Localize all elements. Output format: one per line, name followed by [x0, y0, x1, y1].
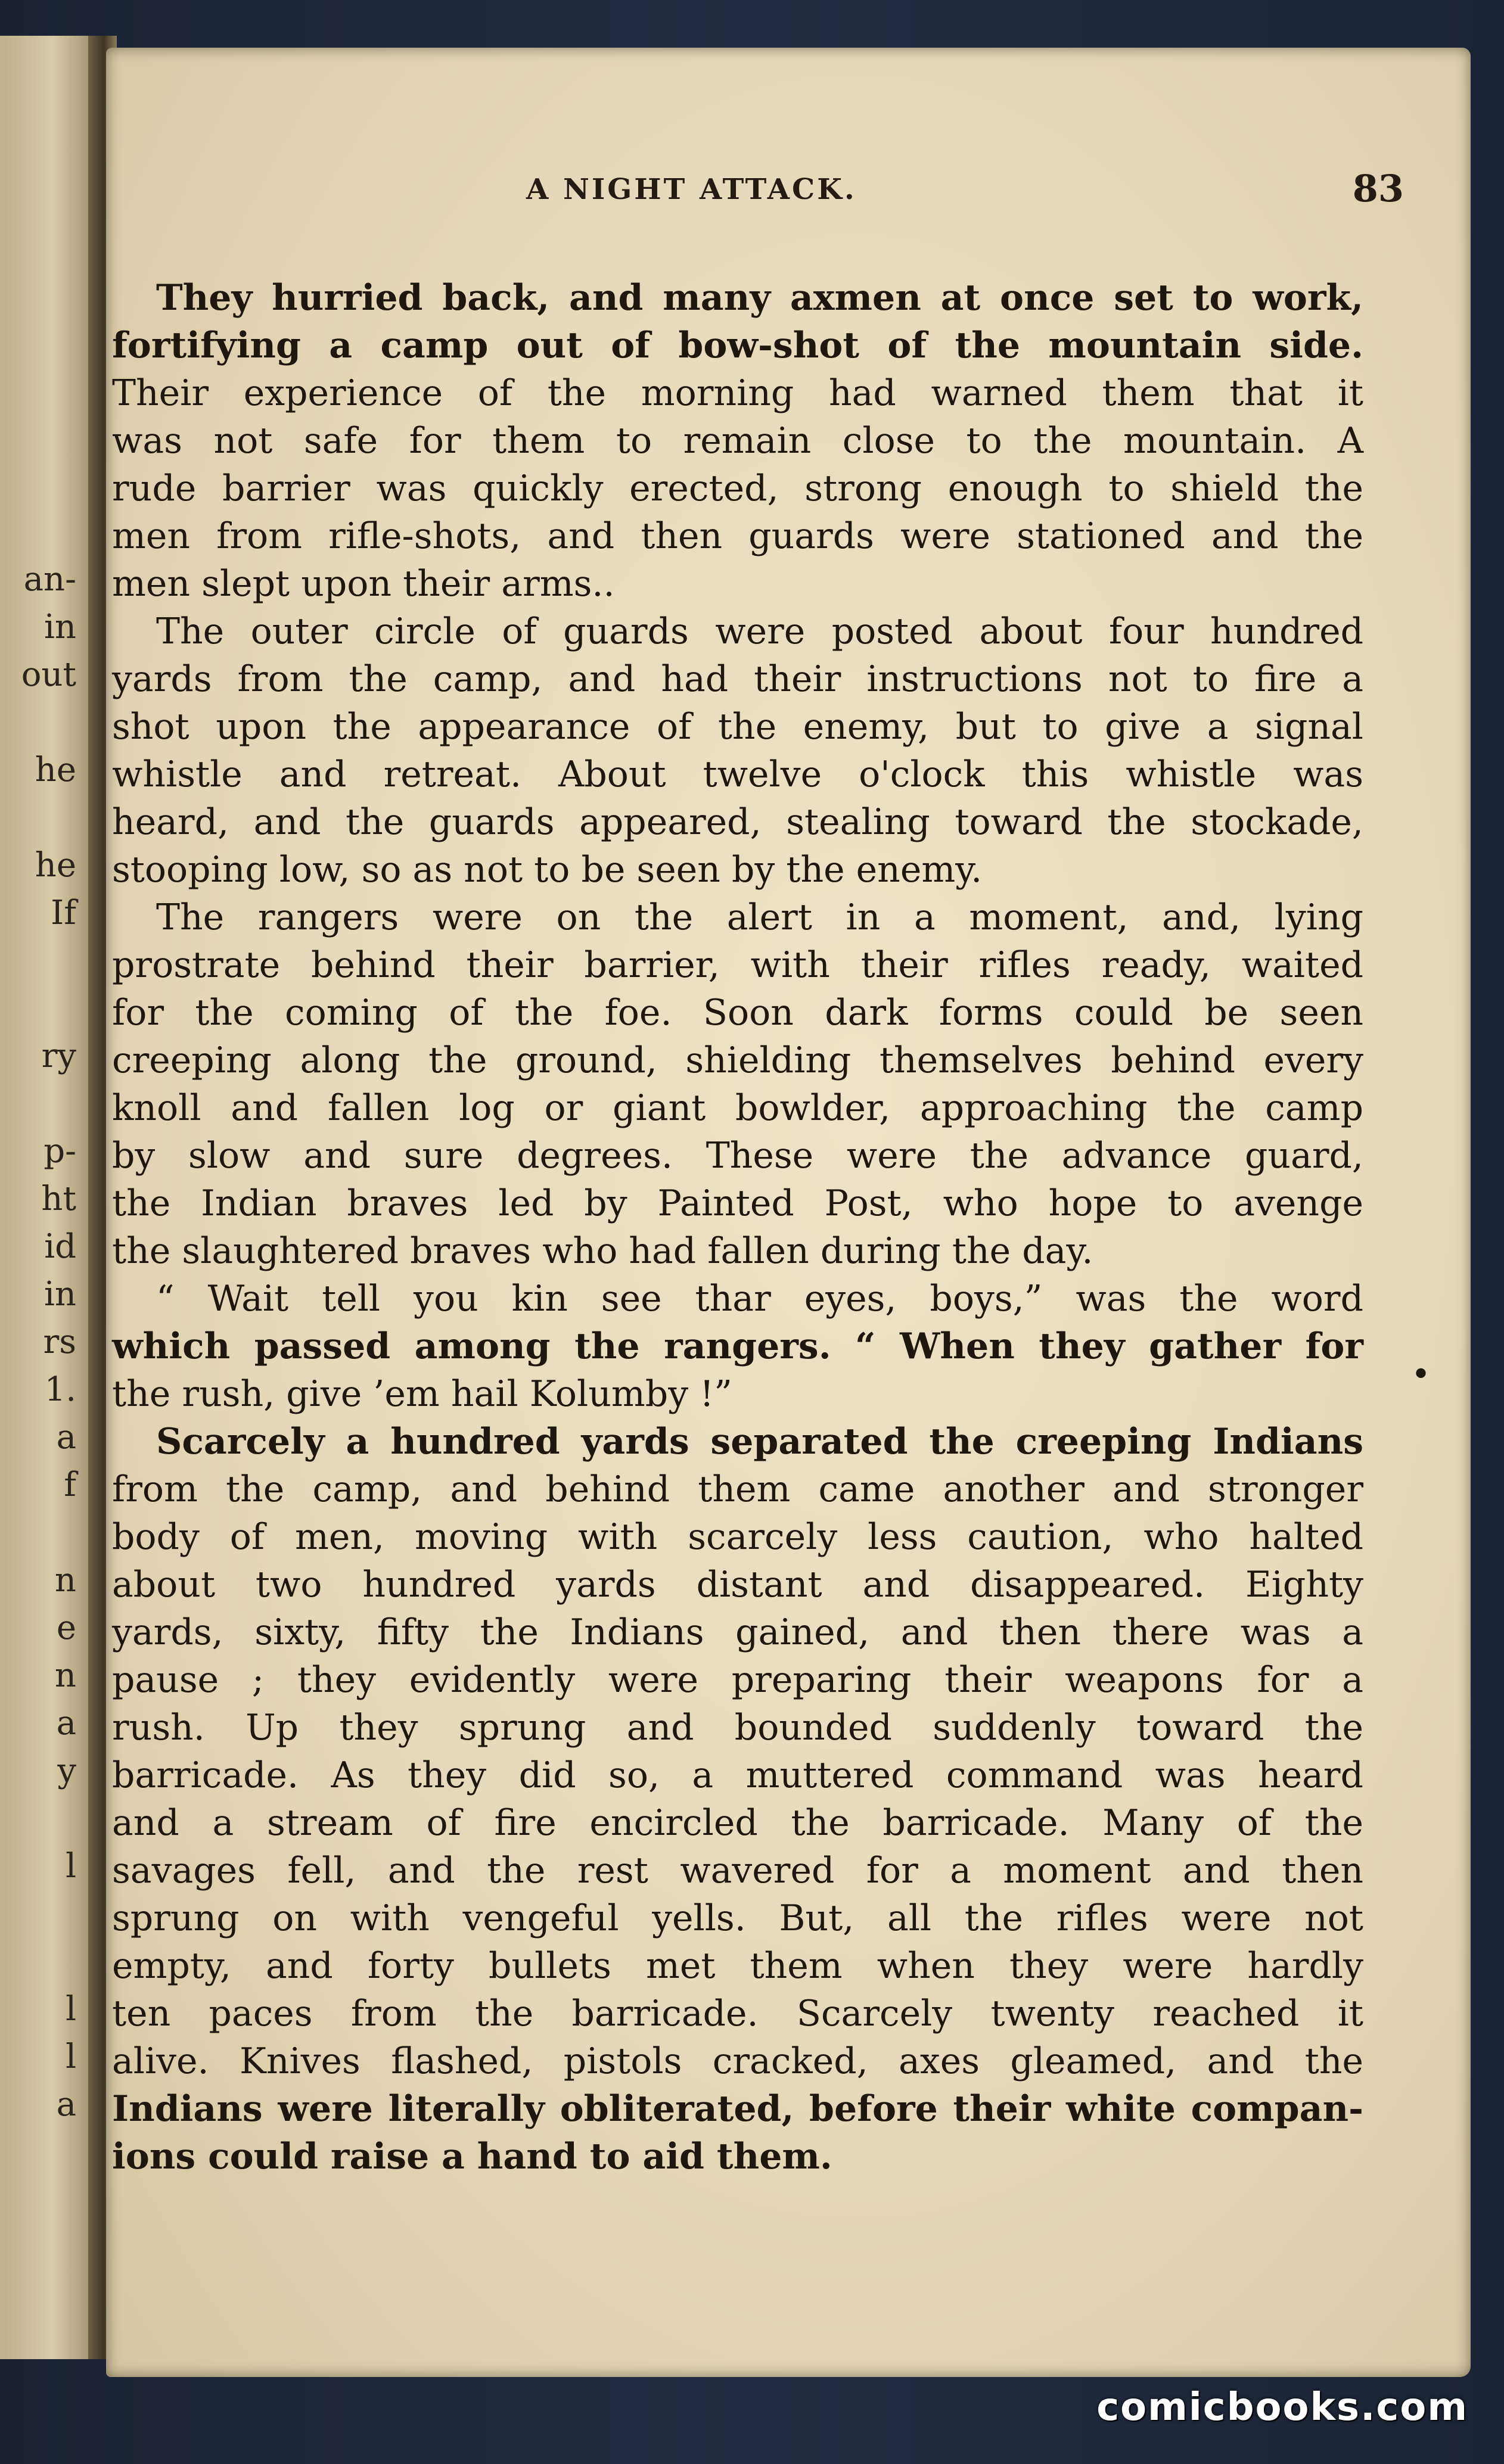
text-line: shot upon the appearance of the enemy, but to give a signal — [112, 706, 1363, 748]
body-text — [106, 48, 1471, 2377]
text-line: and a stream of fire encircled the barricade. Many of the — [112, 1802, 1363, 1844]
page-number: 83 — [1352, 167, 1404, 210]
text-line: “ Wait tell you kin see thar eyes, boys,” was the word — [156, 1278, 1363, 1320]
left-facing-page-edge — [0, 36, 89, 2359]
text-line: alive. Knives flashed, pistols cracked, axes gleamed, and the — [112, 2040, 1363, 2082]
text-line: pause ; they evidently were preparing their weapons for a — [112, 1659, 1363, 1701]
left-fragment: ht — [41, 1180, 76, 1218]
left-fragment: e — [56, 1609, 76, 1647]
text-line: empty, and forty bullets met them when they were hardly — [112, 1945, 1363, 1987]
text-line: the Indian braves led by Painted Post, who hope to avenge — [112, 1183, 1363, 1224]
left-page-text-fragments — [0, 36, 89, 2359]
left-fragment: he — [35, 846, 76, 885]
left-fragment: f — [64, 1466, 76, 1504]
left-fragment: a — [56, 1418, 76, 1457]
text-line: by slow and sure degrees. These were the advance guard, — [112, 1135, 1363, 1177]
left-fragment: a — [56, 1704, 76, 1743]
text-line: ten paces from the barricade. Scarcely twenty reached it — [112, 1993, 1363, 2034]
text-line: Indians were literally obliterated, before their white compan- — [112, 2088, 1363, 2130]
text-line: They hurried back, and many axmen at once set to work, — [156, 277, 1363, 319]
left-fragment: y — [57, 1751, 76, 1790]
text-line: rush. Up they sprung and bounded suddenly toward the — [112, 1707, 1363, 1749]
text-line: ions could raise a hand to aid them. — [112, 2136, 832, 2177]
text-line: which passed among the rangers. “ When they gather for — [112, 1326, 1363, 1367]
left-fragment: l — [66, 1990, 76, 2029]
left-fragment: p- — [43, 1132, 76, 1171]
left-fragment: n — [54, 1561, 76, 1600]
text-line: savages fell, and the rest wavered for a moment and then — [112, 1850, 1363, 1891]
text-line: was not safe for them to remain close to the mountain. A — [112, 420, 1363, 462]
text-line: men slept upon their arms.. — [112, 563, 615, 605]
left-fragment: he — [35, 751, 76, 789]
left-fragment: an- — [23, 560, 76, 599]
text-line: heard, and the guards appeared, stealing toward the stockade, — [112, 801, 1363, 843]
left-fragment: out — [21, 655, 76, 694]
left-fragment: n — [54, 1656, 76, 1695]
text-line: men from rifle-shots, and then guards were stationed and the — [112, 515, 1363, 557]
book-page — [106, 48, 1471, 2377]
watermark: comicbooks.com — [1096, 2385, 1468, 2429]
text-line: from the camp, and behind them came another and stronger — [112, 1469, 1363, 1510]
text-line: the rush, give ’em hail Kolumby !” — [112, 1373, 732, 1415]
text-line: the slaughtered braves who had fallen during the day. — [112, 1230, 1093, 1272]
text-line: yards, sixty, fifty the Indians gained, and then there was a — [112, 1611, 1363, 1653]
text-line: The outer circle of guards were posted about four hundred — [156, 611, 1363, 652]
text-line: knoll and fallen log or giant bowlder, approaching the camp — [112, 1087, 1363, 1129]
text-line: prostrate behind their barrier, with their rifles ready, waited — [112, 944, 1363, 986]
left-fragment: a — [56, 2085, 76, 2124]
text-line: The rangers were on the alert in a moment, and, lying — [156, 897, 1363, 938]
text-line: sprung on with vengeful yells. But, all the rifles were not — [112, 1897, 1363, 1939]
running-head-title: A NIGHT ATTACK. — [526, 173, 857, 206]
text-line: Their experience of the morning had warned them that it — [112, 372, 1363, 414]
text-line: fortifying a camp out of bow-shot of the mountain side. — [112, 325, 1363, 366]
text-line: whistle and retreat. About twelve o'clock this whistle was — [112, 754, 1363, 795]
text-line: body of men, moving with scarcely less caution, who halted — [112, 1516, 1363, 1558]
left-fragment: id — [44, 1227, 76, 1266]
left-fragment: l — [66, 1847, 76, 1886]
text-line: yards from the camp, and had their instructions not to fire a — [112, 658, 1363, 700]
left-fragment: rs — [43, 1323, 76, 1361]
text-line: for the coming of the foe. Soon dark forms could be seen — [112, 992, 1363, 1034]
left-fragment: in — [44, 1275, 76, 1314]
text-line: about two hundred yards distant and disappeared. Eighty — [112, 1564, 1363, 1606]
text-line: creeping along the ground, shielding themselves behind every — [112, 1040, 1363, 1081]
text-line: stooping low, so as not to be seen by the enemy. — [112, 849, 983, 891]
left-fragment: in — [44, 608, 76, 646]
stray-ink-mark: • — [1411, 1355, 1431, 1394]
left-fragment: l — [66, 2037, 76, 2076]
text-line: rude barrier was quickly erected, strong enough to shield the — [112, 468, 1363, 509]
left-fragment: 1. — [44, 1370, 76, 1409]
text-line: barricade. As they did so, a muttered command was heard — [112, 1754, 1363, 1796]
left-fragment: ry — [41, 1037, 76, 1075]
text-line: Scarcely a hundred yards separated the creeping Indians — [156, 1421, 1363, 1463]
left-fragment: If — [51, 894, 76, 932]
